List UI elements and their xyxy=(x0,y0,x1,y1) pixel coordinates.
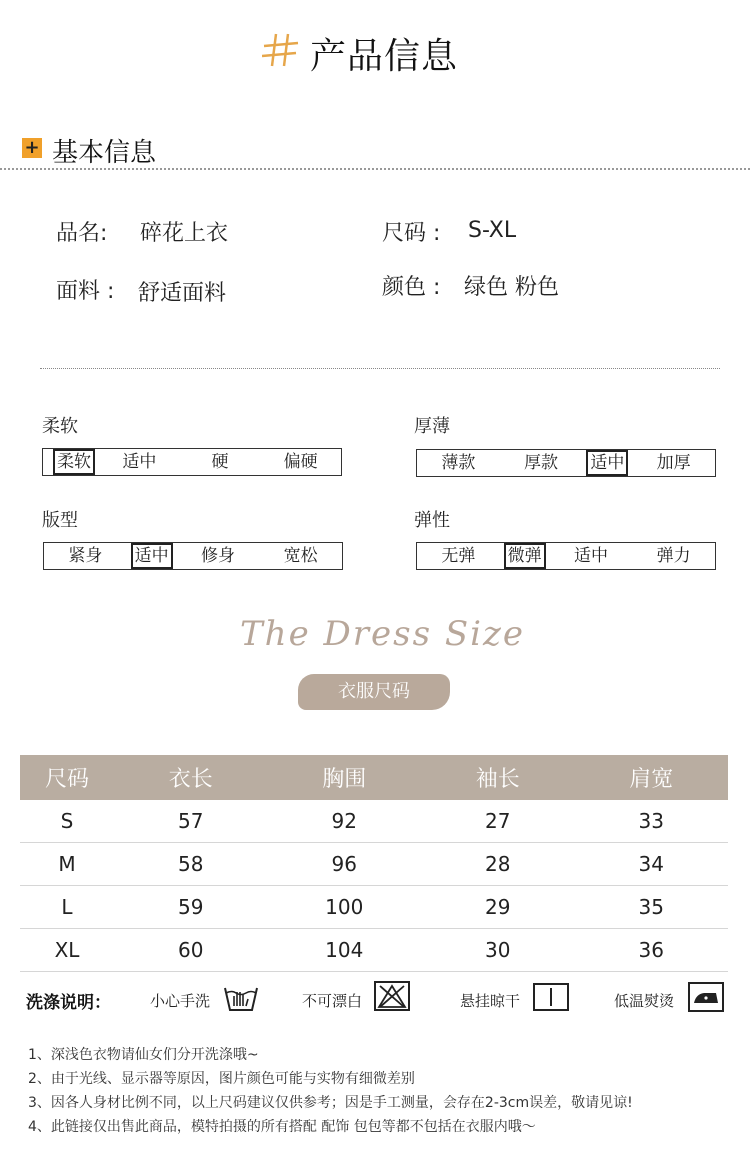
table-cell: 58 xyxy=(114,843,268,886)
table-header-row xyxy=(20,755,728,800)
scale-option: 薄款 xyxy=(441,453,476,473)
note-line: 2、由于光线、显示器等原因，图片颜色可能与实物有细微差别 xyxy=(28,1071,415,1087)
elasticity-label: 弹性 xyxy=(414,510,450,531)
table-cell: 100 xyxy=(268,886,422,929)
care-label: 不可漂白 xyxy=(302,992,363,1010)
thickness-scale xyxy=(416,449,716,477)
table-cell: 29 xyxy=(421,886,575,929)
note-line: 3、因各人身材比例不同，以上尺码建议仅供参考；因是手工测量，会存在2-3cm误差，敬请见谅! xyxy=(28,1095,633,1111)
care-label: 悬挂晾干 xyxy=(460,992,521,1010)
table-header: 胸围 xyxy=(268,755,422,800)
scale-option: 适中 xyxy=(586,450,628,476)
scale-option: 加厚 xyxy=(656,453,691,473)
table-cell: S xyxy=(20,800,114,843)
care-title: 洗涤说明： xyxy=(26,993,111,1013)
table-cell: 96 xyxy=(268,843,422,886)
softness-scale xyxy=(42,448,342,476)
softness-label: 柔软 xyxy=(42,416,78,437)
dotted-divider xyxy=(40,368,720,369)
fabric-value: 舒适面料 xyxy=(138,281,227,306)
table-row xyxy=(20,886,728,929)
scale-option: 厚款 xyxy=(524,453,558,473)
table-cell: M xyxy=(20,843,114,886)
size-badge: 衣服尺码 xyxy=(298,674,450,710)
name-label: 品名: xyxy=(56,221,108,246)
hang-dry-icon xyxy=(533,983,569,1011)
table-cell: 60 xyxy=(114,929,268,972)
table-cell: L xyxy=(20,886,114,929)
fit-scale xyxy=(43,542,343,570)
table-cell: 59 xyxy=(114,886,268,929)
table-cell: 104 xyxy=(268,929,422,972)
size-label: 尺码 : xyxy=(382,221,441,246)
scale-option: 硬 xyxy=(211,452,229,472)
scale-option: 紧身 xyxy=(68,546,103,566)
table-header: 袖长 xyxy=(421,755,575,800)
table-cell: 34 xyxy=(575,843,729,886)
scale-option: 宽松 xyxy=(283,546,318,566)
fit-label: 版型 xyxy=(42,510,78,531)
color-value: 绿色 粉色 xyxy=(464,275,559,300)
scale-option: 无弹 xyxy=(441,546,476,566)
color-label: 颜色 : xyxy=(382,275,441,300)
scale-option: 微弹 xyxy=(504,543,546,569)
dress-size-script: The Dress Size xyxy=(240,614,526,654)
table-cell: 27 xyxy=(421,800,575,843)
table-cell: 28 xyxy=(421,843,575,886)
hand-wash-icon xyxy=(222,982,260,1014)
table-header: 肩宽 xyxy=(575,755,729,800)
low-iron-icon xyxy=(688,982,724,1012)
dotted-divider xyxy=(0,168,750,170)
scale-option: 适中 xyxy=(122,452,157,472)
plus-icon: + xyxy=(22,138,42,158)
elasticity-scale xyxy=(416,542,716,570)
table-header: 尺码 xyxy=(20,755,114,800)
table-row xyxy=(20,800,728,843)
scale-option: 弹力 xyxy=(656,546,691,566)
table-cell: 36 xyxy=(575,929,729,972)
table-cell: 33 xyxy=(575,800,729,843)
table-row xyxy=(20,929,728,972)
name-value: 碎花上衣 xyxy=(140,221,229,246)
table-cell: XL xyxy=(20,929,114,972)
scale-option: 柔软 xyxy=(53,449,95,475)
page-title: 产品信息 xyxy=(310,36,459,77)
size-value: S-XL xyxy=(468,218,517,243)
care-label: 小心手洗 xyxy=(150,992,211,1010)
note-line: 4、此链接仅出售此商品，模特拍摄的所有搭配 配饰 包包等都不包括在衣服内哦〜 xyxy=(28,1119,536,1135)
care-label: 低温熨烫 xyxy=(614,992,675,1010)
note-line: 1、深浅色衣物请仙女们分开洗涤哦~ xyxy=(28,1047,259,1063)
no-bleach-icon xyxy=(374,981,410,1011)
size-table xyxy=(20,755,728,972)
thickness-label: 厚薄 xyxy=(414,416,450,437)
table-header: 衣长 xyxy=(114,755,268,800)
table-cell: 92 xyxy=(268,800,422,843)
scale-option: 修身 xyxy=(201,546,235,566)
hash-decoration-icon xyxy=(262,30,306,70)
scale-option: 适中 xyxy=(574,546,608,566)
table-cell: 57 xyxy=(114,800,268,843)
table-cell: 30 xyxy=(421,929,575,972)
section-title: 基本信息 xyxy=(52,138,157,168)
fabric-label: 面料 : xyxy=(56,279,115,304)
scale-option: 偏硬 xyxy=(283,452,318,472)
table-cell: 35 xyxy=(575,886,729,929)
table-row xyxy=(20,843,728,886)
scale-option: 适中 xyxy=(131,543,173,569)
